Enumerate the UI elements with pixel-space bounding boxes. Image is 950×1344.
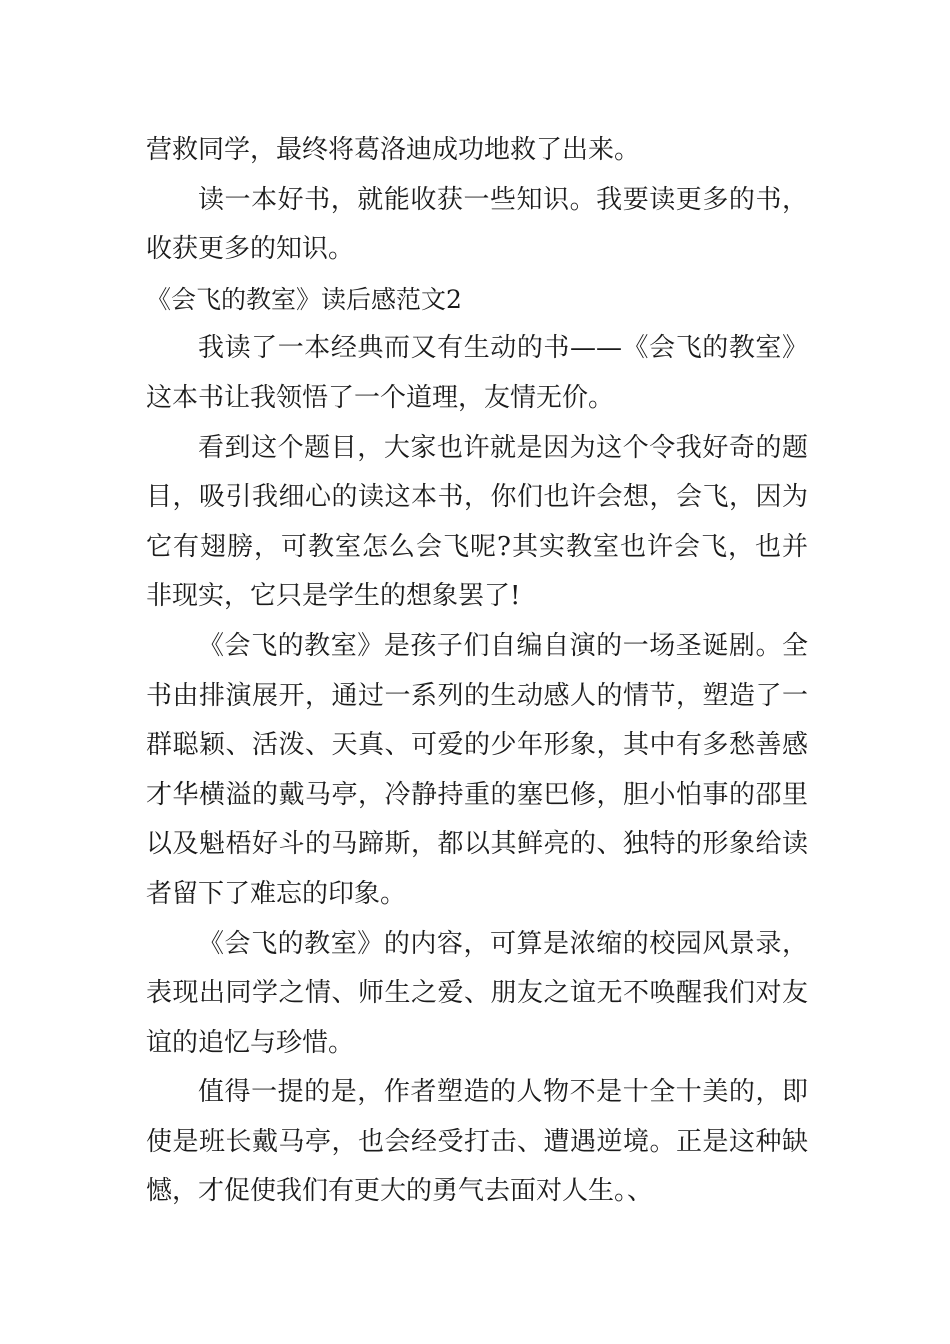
essay-title: 《会飞的教室》读后感范文2	[146, 284, 462, 314]
paragraph-reading-knowledge: 读一本好书，就能收获一些知识。我要读更多的书，收获更多的知识。	[146, 184, 808, 265]
paragraph-intro: 我读了一本经典而又有生动的书——《会飞的教室》这本书让我领悟了一个道理，友情无价。	[146, 333, 808, 413]
paragraph-conclusion: 值得一提的是，作者塑造的人物不是十全十美的，即使是班长戴马亭，也会经受打击、遭遇逆境。正是这种缺憾，才促使我们有更大的勇气去面对人生。、	[146, 1077, 808, 1207]
paragraph-title-meaning: 看到这个题目，大家也许就是因为这个令我好奇的题目，吸引我细心的读这本书，你们也许会想，会飞，因为它有翅膀，可教室怎么会飞呢?其实教室也许会飞，也并非现实，它只是学生的想象罢了!	[146, 432, 808, 612]
paragraph-continuation: 营救同学，最终将葛洛迪成功地救了出来。	[146, 135, 641, 165]
paragraph-content: 《会飞的教室》的内容，可算是浓缩的校园风景录，表现出同学之情、师生之爱、朋友之谊无不唤醒我们对友谊的追忆与珍惜。	[146, 928, 808, 1058]
document-page	[146, 126, 808, 1217]
paragraph-characters: 《会飞的教室》是孩子们自编自演的一场圣诞剧。全书由排演展开，通过一系列的生动感人的情节，塑造了一群聪颖、活泼、天真、可爱的少年形象，其中有多愁善感才华横溢的戴马亭，冷静持重的塞巴修，胆小怕事的邵里以及魁梧好斗的马蹄斯，都以其鲜亮的、独特的形象给读者留下了难忘的印象。	[146, 630, 808, 909]
